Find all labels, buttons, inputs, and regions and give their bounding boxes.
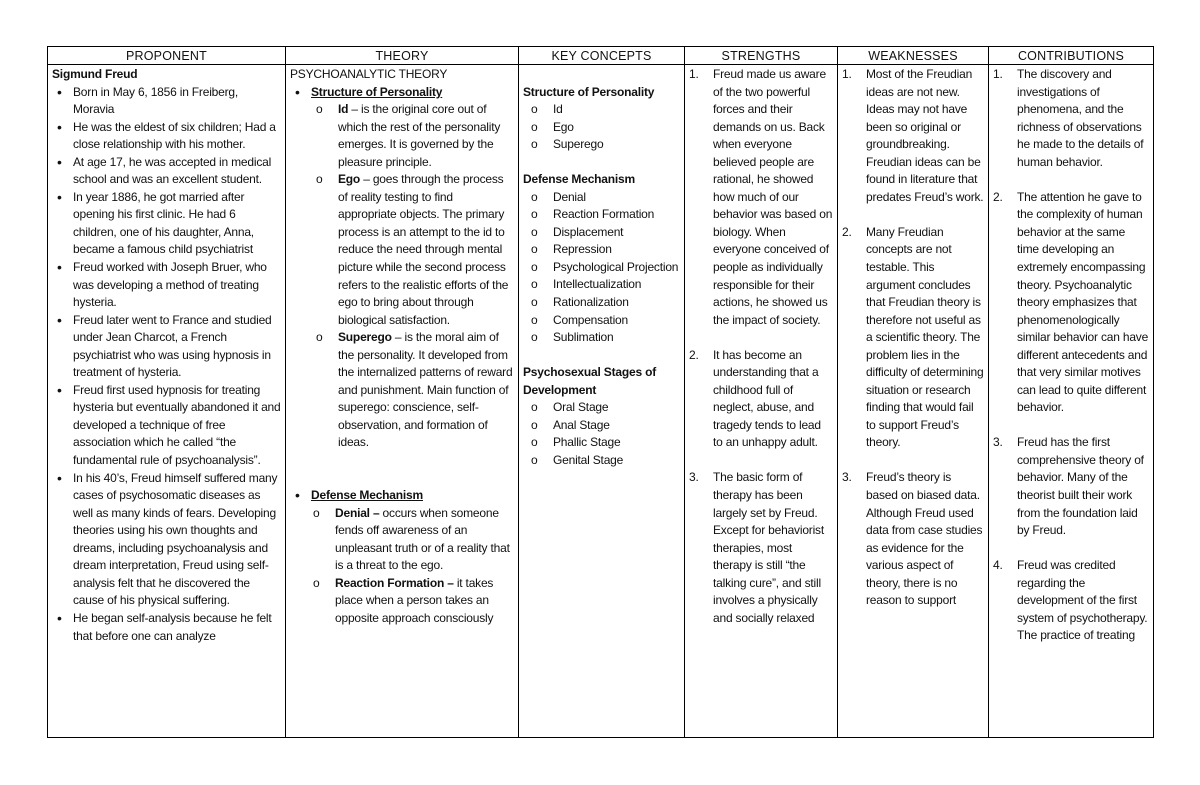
list-item: o Reaction Formation bbox=[529, 206, 680, 224]
concept-heading: Structure of Personality bbox=[523, 84, 655, 99]
list-item: o Psychological Projection bbox=[529, 259, 680, 277]
theory-title: PSYCHOANALYTIC THEORY bbox=[290, 67, 448, 81]
defense-list bbox=[311, 505, 514, 628]
item-text: Many Freudian concepts are not testable. This argument concludes that Freudian theory is therefore not useful as a scientific theory. The problem lies in the difficulty of determining situation or research finding that would fail to support Freud’s theory. bbox=[866, 224, 984, 450]
concept-list bbox=[529, 399, 680, 469]
item-text: It has become an understanding that a childhood full of neglect, abuse, and tragedy tends to lead to an unhappy adult. bbox=[713, 347, 821, 450]
list-item: • At age 17, he was accepted in medical school and was an excellent student. bbox=[52, 154, 281, 189]
list-item: • In year 1886, he got married after opening his first clinic. He had 6 children, one of his daughter, Anna, became a famous child psychiatrist bbox=[52, 189, 281, 259]
list-item bbox=[311, 575, 514, 628]
list-item: o Rationalization bbox=[529, 294, 680, 312]
term: Superego bbox=[338, 330, 392, 345]
strengths-cell bbox=[685, 65, 838, 738]
definition: – is the moral aim of the personality. It developed from the internalized patterns of reward and punishment. Main function of superego: conscience, self-observation, and formation of ideas. bbox=[338, 330, 513, 450]
list-item: • Freud later went to France and studied under Jean Charcot, a French psychiatrist who was using hypnosis in treatment of hysteria. bbox=[52, 312, 281, 382]
list-item: o Genital Stage bbox=[529, 452, 680, 470]
list-item bbox=[314, 171, 514, 329]
proponent-name: Sigmund Freud bbox=[52, 67, 138, 81]
list-item bbox=[993, 557, 1149, 645]
item-number: 1. bbox=[689, 67, 699, 81]
item-text: The basic form of therapy has been largely set by Freud. Except for behaviorist therapies, most therapy is still “the talking cure”, and still involves a physically and socially relaxed bbox=[713, 470, 824, 625]
list-item: o Ego bbox=[529, 119, 680, 137]
list-item: o Phallic Stage bbox=[529, 434, 680, 452]
list-item: • He began self-analysis because he felt that before one can analyze bbox=[52, 610, 281, 645]
header-strengths: STRENGTHS bbox=[685, 47, 838, 65]
list-item: • Freud first used hypnosis for treating hysteria but eventually abandoned it and developed a technique of free association which he called “the fundamental rule of psychoanalysis”. bbox=[52, 382, 281, 470]
header-weaknesses: WEAKNESSES bbox=[838, 47, 989, 65]
item-number: 2. bbox=[842, 224, 852, 239]
list-item: o Sublimation bbox=[529, 329, 680, 347]
definition: it takes place when a person takes an opposite approach consciously bbox=[335, 575, 494, 625]
item-number: 1. bbox=[842, 67, 852, 81]
list-item bbox=[314, 101, 514, 171]
list-item bbox=[842, 66, 984, 206]
theory-section bbox=[290, 487, 514, 505]
item-number: 3. bbox=[993, 435, 1003, 450]
structure-heading: Structure of Personality bbox=[311, 84, 443, 99]
list-item bbox=[993, 66, 1149, 171]
list-item bbox=[689, 66, 833, 329]
contributions-cell bbox=[989, 65, 1154, 738]
content-row bbox=[48, 65, 1154, 738]
list-item bbox=[842, 224, 984, 452]
definition: – goes through the process of reality testing to find appropriate objects. The primary process is an attempt to the id to reduce the need through mental picture while the second process refers to the realistic efforts of the ego to bring about through biological satisfaction. bbox=[338, 172, 509, 327]
item-text: Most of the Freudian ideas are not new. Ideas may not have been so original or groundbreaking. Freudian ideas can be found in literature that predates Freud’s work. bbox=[866, 67, 984, 204]
term: Id bbox=[338, 102, 349, 117]
weaknesses-cell bbox=[838, 65, 989, 738]
list-item bbox=[689, 469, 833, 627]
concept-heading: Psychosexual Stages of Development bbox=[523, 365, 656, 397]
theory-sections bbox=[290, 487, 514, 505]
list-item: o Id bbox=[529, 101, 680, 119]
proponent-cell bbox=[48, 65, 286, 738]
item-number: 2. bbox=[689, 347, 699, 362]
item-text: The attention he gave to the complexity of human behavior at the same time developing an extremely encompassing theory. Psychoanalytic theory emphasizes that phenomenologically similar behavior can have different antecedents and that very similar motives can lead to quite different behavior. bbox=[1017, 189, 1149, 415]
list-item: o Oral Stage bbox=[529, 399, 680, 417]
theory-cell bbox=[286, 65, 519, 738]
list-item: o Intellectualization bbox=[529, 276, 680, 294]
theory-sections bbox=[290, 84, 514, 102]
list-item bbox=[314, 329, 514, 452]
item-text: The discovery and investigations of phenomena, and the richness of observations he made to the details of human behavior. bbox=[1017, 67, 1144, 169]
key-concepts-cell bbox=[519, 65, 685, 738]
theory-section bbox=[290, 84, 514, 102]
item-number: 3. bbox=[689, 470, 699, 485]
list-item: o Displacement bbox=[529, 224, 680, 242]
header-contributions: CONTRIBUTIONS bbox=[989, 47, 1154, 65]
definition: occurs when someone fends off awareness of an unpleasant truth or of a reality that is a threat to the ego. bbox=[335, 505, 510, 573]
list-item: • He was the eldest of six children; Had a close relationship with his mother. bbox=[52, 119, 281, 154]
list-item: o Superego bbox=[529, 136, 680, 154]
item-number: 2. bbox=[993, 189, 1003, 204]
list-item bbox=[842, 469, 984, 609]
concept-list bbox=[529, 101, 680, 154]
list-item: • In his 40’s, Freud himself suffered many cases of psychosomatic diseases as well as many kinds of fears. Developing theories using his own thoughts and dreams, including psychoanalysis and dream interpretation, Freud using self-analysis felt that he discovered the cause of his physical suffering. bbox=[52, 470, 281, 610]
list-item bbox=[993, 434, 1149, 539]
structure-list bbox=[314, 101, 514, 452]
item-text: Freud made us aware of the two powerful forces and their demands on us. Back when everyone believed people are rational, he showed how much of our behavior was based on biology. When everyone conceived of people as individually responsible for their actions, he showed us the impact of society. bbox=[713, 67, 833, 327]
item-text: Freud has the first comprehensive theory of behavior. Many of the theorist built their work from the foundation laid by Freud. bbox=[1017, 435, 1144, 538]
proponent-bullets bbox=[52, 84, 281, 646]
item-number: 4. bbox=[993, 558, 1003, 573]
strengths-list bbox=[689, 66, 833, 627]
term: Denial – bbox=[335, 505, 380, 520]
list-item bbox=[689, 347, 833, 452]
list-item bbox=[993, 189, 1149, 417]
list-item: o Compensation bbox=[529, 312, 680, 330]
header-key-concepts: KEY CONCEPTS bbox=[519, 47, 685, 65]
list-item bbox=[311, 505, 514, 575]
defense-heading: Defense Mechanism bbox=[311, 488, 423, 503]
list-item: o Repression bbox=[529, 241, 680, 259]
concept-heading: Defense Mechanism bbox=[523, 172, 635, 187]
list-item: o Anal Stage bbox=[529, 417, 680, 435]
definition: – is the original core out of which the rest of the personality emerges. It is governed by the pleasure principle. bbox=[338, 102, 501, 169]
concept-table bbox=[47, 46, 1154, 738]
item-text: Freud was credited regarding the development of the first system of psychotherapy. The practice of treating bbox=[1017, 558, 1148, 643]
header-row bbox=[48, 47, 1154, 65]
term: Ego bbox=[338, 172, 361, 187]
weaknesses-list bbox=[842, 66, 984, 610]
term: Reaction Formation – bbox=[335, 575, 454, 590]
list-item: o Denial bbox=[529, 189, 680, 207]
list-item: • Freud worked with Joseph Bruer, who was developing a method of treating hysteria. bbox=[52, 259, 281, 312]
header-proponent: PROPONENT bbox=[48, 47, 286, 65]
list-item: • Born in May 6, 1856 in Freiberg, Moravia bbox=[52, 84, 281, 119]
item-text: Freud’s theory is based on biased data. Although Freud used data from case studies as evidence for the various aspect of theory, there is no reason to support bbox=[866, 470, 983, 608]
contributions-list bbox=[993, 66, 1149, 645]
concept-list bbox=[529, 189, 680, 347]
header-theory: THEORY bbox=[286, 47, 519, 65]
item-number: 3. bbox=[842, 470, 852, 485]
item-number: 1. bbox=[993, 67, 1003, 81]
